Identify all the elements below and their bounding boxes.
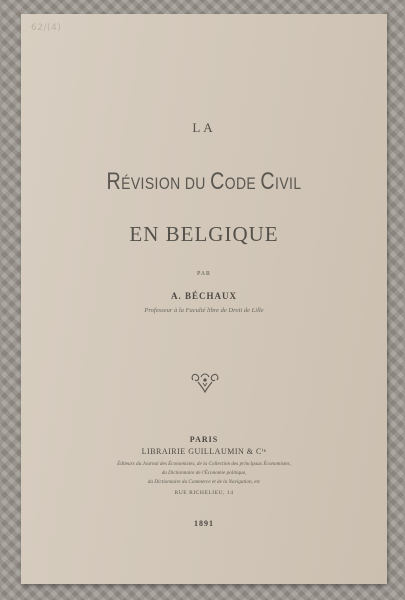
author-affiliation: Professeur à la Faculté libre de Droit de Lille	[144, 307, 264, 314]
imprint-city: PARIS	[189, 435, 219, 444]
main-title-part-1: ÉVISION DU	[121, 174, 211, 193]
imprint-note-1: Éditeurs du Journal des Économistes, de la Collection des principaux Économistes,	[117, 461, 291, 467]
main-title-capital-c: C	[210, 168, 225, 195]
title-article: LA	[192, 120, 216, 135]
by-label: PAR	[196, 271, 212, 277]
title-page	[21, 14, 387, 584]
main-title-part-2: ODE	[224, 174, 261, 193]
imprint-street: RUE RICHELIEU, 14	[174, 490, 234, 496]
imprint-publisher: LIBRAIRIE GUILLAUMIN & Cⁱᵉ	[141, 447, 267, 456]
imprint-note-3: du Dictionnaire du Commerce et de la Navigation, etc	[147, 479, 261, 485]
imprint-note-2: du Dictionnaire de l'Économie politique,	[161, 470, 247, 476]
imprint-year: 1891	[194, 519, 214, 528]
pencil-mark: 62/(4)	[31, 23, 62, 33]
author-name: A. BÉCHAUX	[170, 291, 237, 301]
main-title	[54, 168, 354, 196]
printer-ornament-icon	[189, 370, 221, 396]
main-title-capital-c2: C	[260, 168, 276, 195]
main-title-capital-r: R	[106, 168, 122, 195]
main-title-part-3: IVIL	[275, 174, 302, 193]
subtitle: EN BELGIQUE	[129, 222, 279, 246]
